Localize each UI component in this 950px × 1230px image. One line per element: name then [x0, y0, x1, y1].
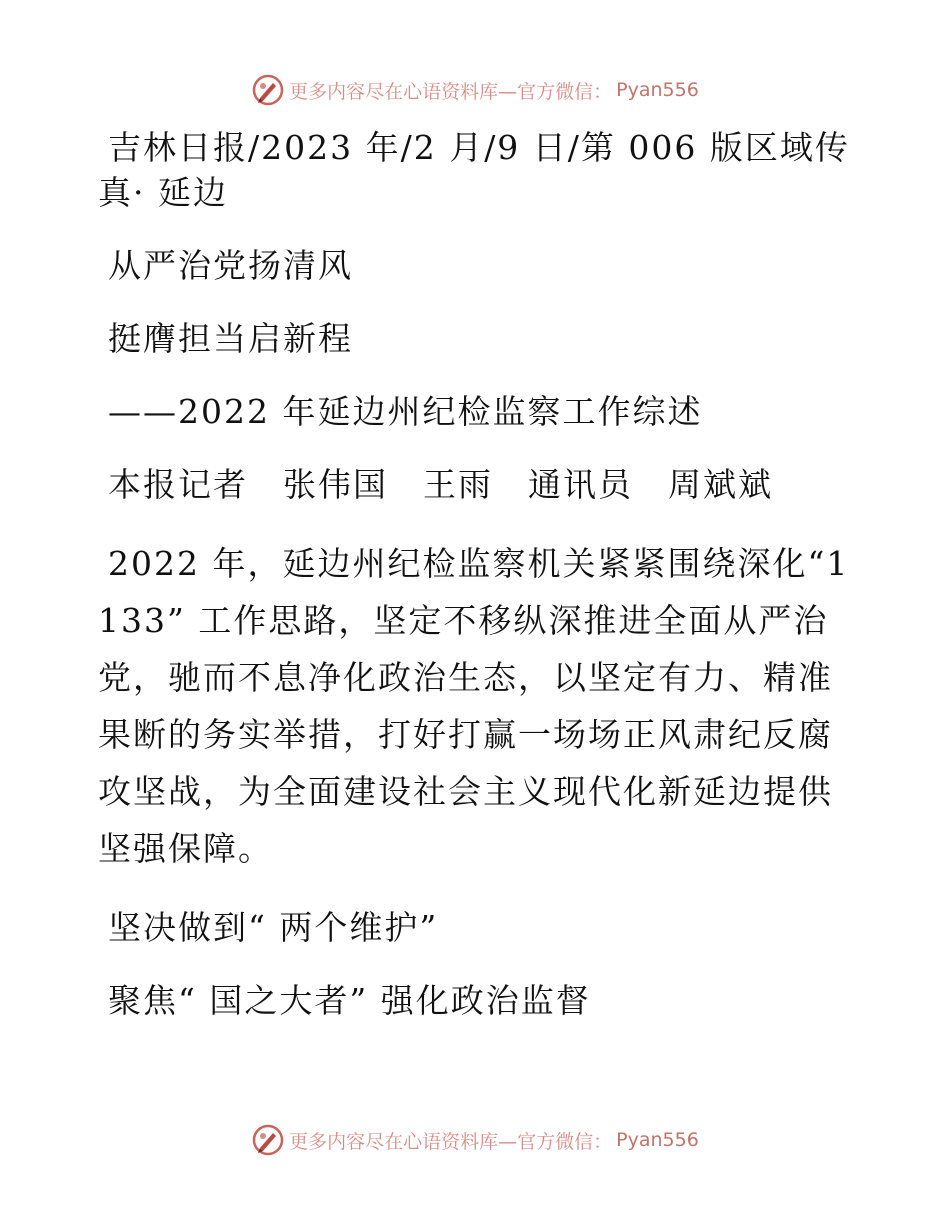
- byline: 本报记者 张伟国 王雨 通讯员 周斌斌: [108, 465, 773, 504]
- watermark-wechat-id: Pyan556: [616, 1129, 699, 1151]
- section-heading-1: 坚决做到“ 两个维护”: [108, 908, 439, 947]
- pen-circle-logo-icon: [251, 73, 285, 107]
- lead-paragraph: 2022 年，延边州纪检监察机关紧紧围绕深化“1133” 工作思路，坚定不移纵深推进全面从严治党，驰而不息净化政治生态，以坚定有力、精准果断的务实举措，打好打赢一场场正风肃纪反腐攻坚战，为全面建设社会主义现代化新延边提供坚强保障。: [98, 544, 850, 868]
- pen-circle-logo-icon: [251, 1123, 285, 1157]
- article-title-line1: 从严治党扬清风: [108, 246, 353, 285]
- article-body: [98, 125, 858, 1023]
- watermark-inner: [251, 1123, 699, 1157]
- watermark-wechat-id: Pyan556: [616, 79, 699, 101]
- watermark-text: 更多内容尽在心语资料库—官方微信：: [289, 80, 613, 103]
- watermark-text: 更多内容尽在心语资料库—官方微信：: [289, 1130, 613, 1153]
- watermark-footer: [0, 1120, 950, 1160]
- article-title-line2: 挺膺担当启新程: [108, 319, 353, 358]
- watermark-inner: [251, 73, 699, 107]
- source-line: 吉林日报/2023 年/2 月/9 日/第 006 版区域传真· 延边: [98, 128, 850, 212]
- section-heading-2: 聚焦“ 国之大者” 强化政治监督: [108, 981, 591, 1020]
- article-subtitle: ——2022 年延边州纪检监察工作综述: [108, 392, 703, 431]
- watermark-header: [0, 70, 950, 110]
